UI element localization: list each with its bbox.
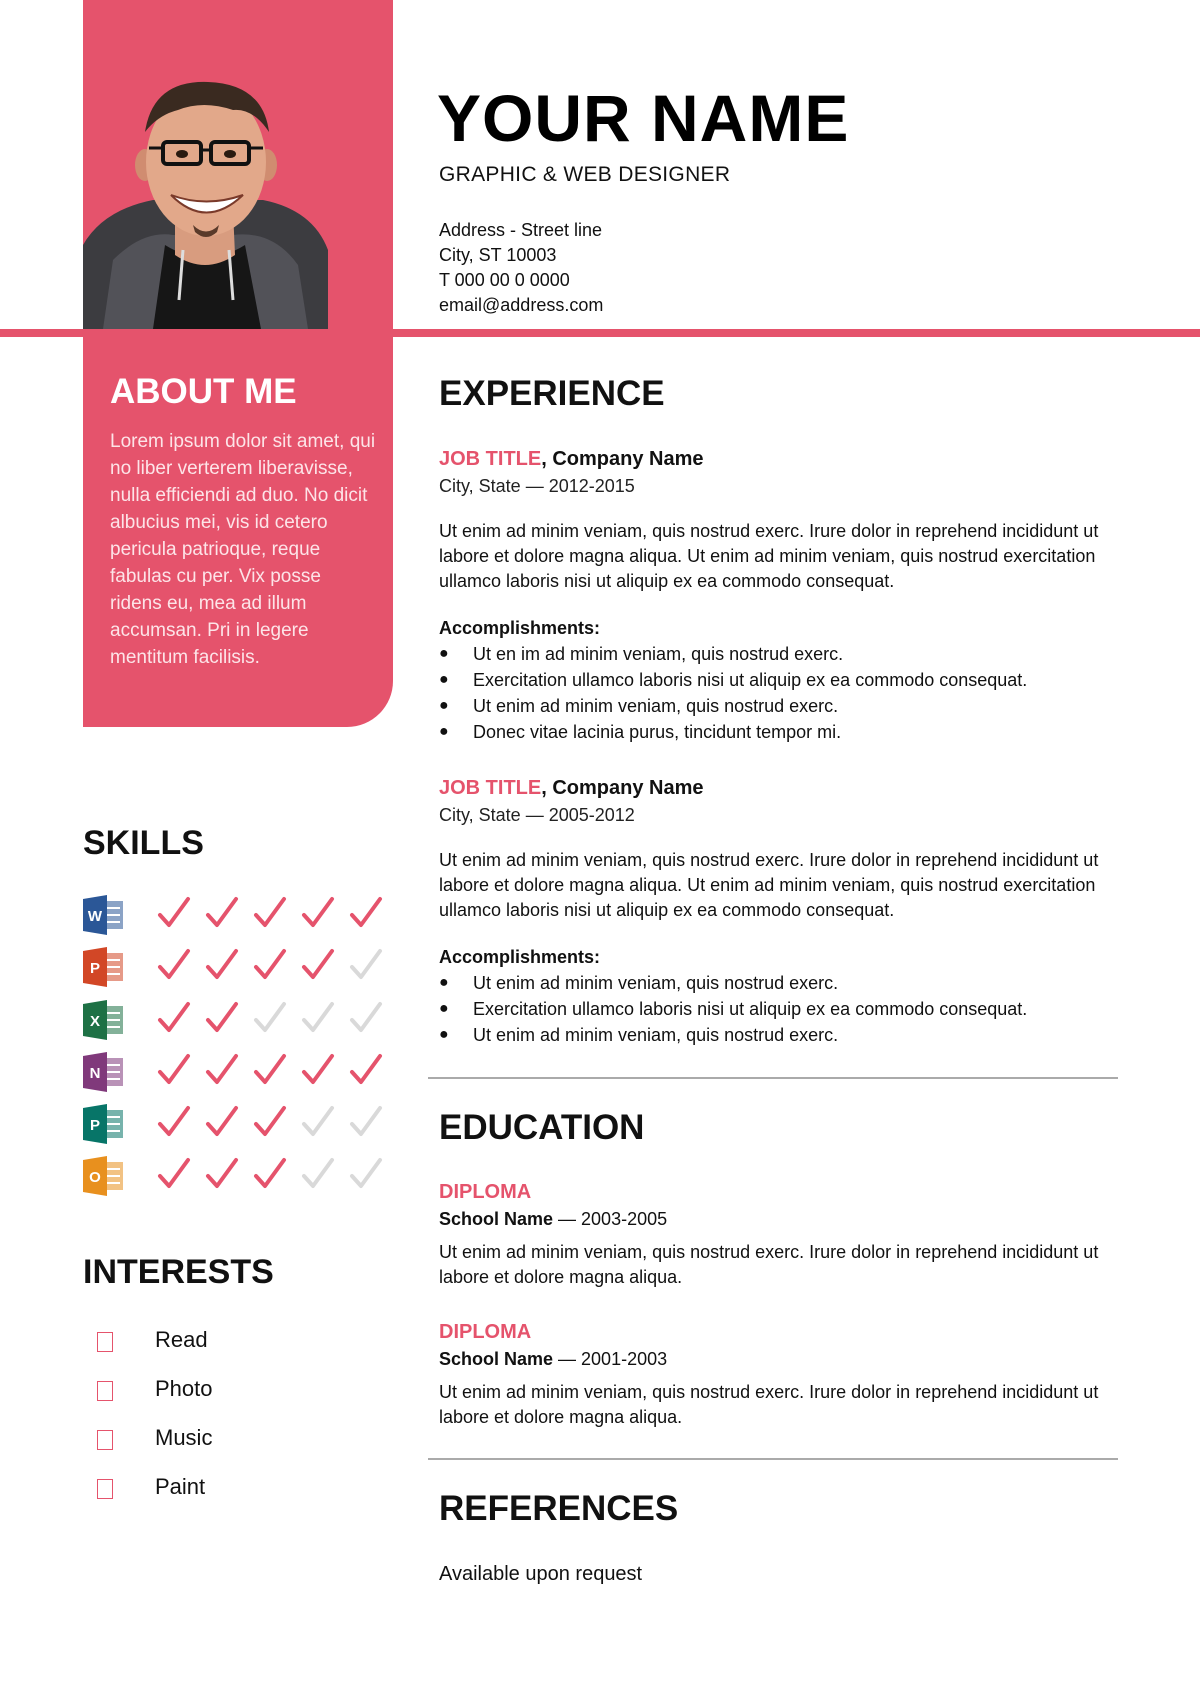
check-filled-icon [349, 893, 383, 933]
list-item [439, 996, 1119, 1022]
accomplishment-text: Ut en im ad minim veniam, quis nostrud exerc. [473, 644, 844, 664]
check-filled-icon [253, 945, 287, 985]
about-heading: ABOUT ME [110, 372, 297, 411]
check-filled-icon [205, 893, 239, 933]
check-filled-icon [157, 893, 191, 933]
about-text: Lorem ipsum dolor sit amet, qui no liber verterem liberavisse, nulla efficiendi ad duo. No dicit albucius mei, vis id cetero pericula patrioque, reque fabulas cu per. Vix posse ridens eu, mea ad illum accumsan. Pri in legere mentitum facilisis. [110, 431, 376, 668]
accomplishments-list [439, 641, 1119, 745]
skill-row [83, 1050, 383, 1094]
skills-heading: SKILLS [83, 824, 204, 862]
skill-row [83, 1102, 383, 1146]
job-meta: City, State — 2005-2012 [439, 805, 635, 825]
interest-label: Paint [155, 1474, 206, 1499]
check-filled-icon [205, 945, 239, 985]
check-filled-icon [301, 1050, 335, 1090]
skill-row [83, 998, 383, 1042]
check-empty-icon [253, 998, 287, 1038]
accomplishment-text: Exercitation ullamco laboris nisi ut aliquip ex ea commodo consequat. [473, 670, 1028, 690]
check-filled-icon [205, 1102, 239, 1142]
check-filled-icon [157, 945, 191, 985]
bullet-icon: ● [439, 697, 449, 714]
job-heading [439, 448, 1119, 476]
svg-text:W: W [87, 908, 103, 925]
svg-text:O: O [89, 1169, 101, 1186]
interests-heading: INTERESTS [83, 1253, 274, 1291]
contact-email[interactable]: email@address.com [439, 295, 604, 315]
check-empty-icon [349, 945, 383, 985]
job-meta: City, State — 2012-2015 [439, 476, 635, 496]
check-filled-icon [157, 998, 191, 1038]
list-item [439, 667, 1119, 693]
profile-photo [83, 70, 328, 329]
list-item [439, 1022, 1119, 1048]
list-item [439, 641, 1119, 667]
check-filled-icon [205, 998, 239, 1038]
job-title: JOB TITLE [439, 777, 542, 799]
section-divider [428, 1077, 1118, 1079]
check-filled-icon [157, 1154, 191, 1194]
education-entry [439, 1321, 1119, 1430]
check-filled-icon [253, 1050, 287, 1090]
check-empty-icon [301, 1102, 335, 1142]
school-name: School Name [439, 1209, 554, 1229]
accomplishments-heading: Accomplishments: [439, 947, 601, 967]
check-filled-icon [301, 893, 335, 933]
contact-phone: T 000 00 0 0000 [439, 270, 570, 290]
check-filled-icon [205, 1154, 239, 1194]
bullet-icon: ● [439, 671, 449, 688]
school-years: — 2001-2003 [553, 1349, 668, 1369]
skill-row [83, 893, 383, 937]
education-heading: EDUCATION [439, 1108, 645, 1147]
references-text: Available upon request [439, 1563, 643, 1585]
checkbox-icon[interactable] [97, 1430, 113, 1450]
company-name: , Company Name [541, 448, 704, 470]
job-description: Ut enim ad minim veniam, quis nostrud exerc. Irure dolor in reprehend incididunt ut labore et dolore magna aliqua. Ut enim ad minim veniam, quis nostrud exercitation ullamco laboris nisi ut aliquip ex ea commodo consequat. [439, 521, 1099, 591]
person-name: YOUR NAME [437, 81, 850, 155]
interest-label: Photo [155, 1376, 213, 1401]
job-title: JOB TITLE [439, 448, 542, 470]
check-empty-icon [301, 1154, 335, 1194]
check-filled-icon [301, 945, 335, 985]
check-empty-icon [349, 1102, 383, 1142]
check-empty-icon [349, 1154, 383, 1194]
check-empty-icon [349, 998, 383, 1038]
svg-text:N: N [89, 1065, 101, 1082]
accomplishment-text: Ut enim ad minim veniam, quis nostrud exerc. [473, 973, 839, 993]
school-name: School Name [439, 1349, 554, 1369]
degree-title: DIPLOMA [439, 1321, 532, 1343]
accomplishments-list [439, 970, 1119, 1048]
job-entry [439, 777, 1119, 1048]
contact-city: City, ST 10003 [439, 245, 557, 265]
svg-text:P: P [89, 960, 101, 977]
interest-label: Music [155, 1425, 213, 1450]
degree-title: DIPLOMA [439, 1181, 532, 1203]
outlook-icon [83, 1156, 125, 1196]
interest-item [97, 1425, 357, 1455]
experience-heading: EXPERIENCE [439, 374, 665, 413]
job-entry [439, 448, 1119, 745]
accomplishments-heading: Accomplishments: [439, 618, 601, 638]
job-heading [439, 777, 1119, 805]
school-line [439, 1349, 1119, 1370]
interest-label: Read [155, 1327, 208, 1352]
job-description: Ut enim ad minim veniam, quis nostrud exerc. Irure dolor in reprehend incididunt ut labore et dolore magna aliqua. Ut enim ad minim veniam, quis nostrud exercitation ullamco laboris nisi ut aliquip ex ea commodo consequat. [439, 850, 1099, 920]
bullet-icon: ● [439, 1026, 449, 1043]
accomplishment-text: Ut enim ad minim veniam, quis nostrud exerc. [473, 696, 839, 716]
education-description: Ut enim ad minim veniam, quis nostrud exerc. Irure dolor in reprehend incididunt ut labore et dolore magna aliqua. [439, 1242, 1099, 1287]
company-name: , Company Name [541, 777, 704, 799]
svg-text:P: P [89, 1117, 101, 1134]
contact-info [439, 218, 603, 318]
bullet-icon: ● [439, 974, 449, 991]
checkbox-icon[interactable] [97, 1332, 113, 1352]
check-empty-icon [301, 998, 335, 1038]
checkbox-icon[interactable] [97, 1479, 113, 1499]
list-item [439, 693, 1119, 719]
check-filled-icon [253, 893, 287, 933]
check-filled-icon [349, 1050, 383, 1090]
checkbox-icon[interactable] [97, 1381, 113, 1401]
accent-divider-line [0, 329, 1200, 337]
powerpoint-icon [83, 947, 125, 987]
check-filled-icon [157, 1102, 191, 1142]
onenote-icon [83, 1052, 125, 1092]
profession-title: GRAPHIC & WEB DESIGNER [439, 163, 731, 186]
school-years: — 2003-2005 [553, 1209, 668, 1229]
bullet-icon: ● [439, 723, 449, 740]
check-filled-icon [157, 1050, 191, 1090]
accomplishment-text: Exercitation ullamco laboris nisi ut aliquip ex ea commodo consequat. [473, 999, 1028, 1019]
check-filled-icon [253, 1154, 287, 1194]
accomplishment-text: Donec vitae lacinia purus, tincidunt tempor mi. [473, 722, 842, 742]
interest-item [97, 1376, 357, 1406]
references-heading: REFERENCES [439, 1489, 679, 1528]
accomplishment-text: Ut enim ad minim veniam, quis nostrud exerc. [473, 1025, 839, 1045]
skill-row [83, 945, 383, 989]
bullet-icon: ● [439, 645, 449, 662]
excel-icon [83, 1000, 125, 1040]
publisher-icon [83, 1104, 125, 1144]
education-entry [439, 1181, 1119, 1290]
check-filled-icon [253, 1102, 287, 1142]
education-description: Ut enim ad minim veniam, quis nostrud exerc. Irure dolor in reprehend incididunt ut labore et dolore magna aliqua. [439, 1382, 1099, 1427]
contact-address: Address - Street line [439, 220, 603, 240]
interest-item [97, 1474, 357, 1504]
bullet-icon: ● [439, 1000, 449, 1017]
word-icon [83, 895, 125, 935]
list-item [439, 719, 1119, 745]
check-filled-icon [205, 1050, 239, 1090]
section-divider [428, 1458, 1118, 1460]
list-item [439, 970, 1119, 996]
svg-text:X: X [89, 1013, 101, 1030]
school-line [439, 1209, 1119, 1230]
skill-row [83, 1154, 383, 1198]
interest-item [97, 1327, 357, 1357]
